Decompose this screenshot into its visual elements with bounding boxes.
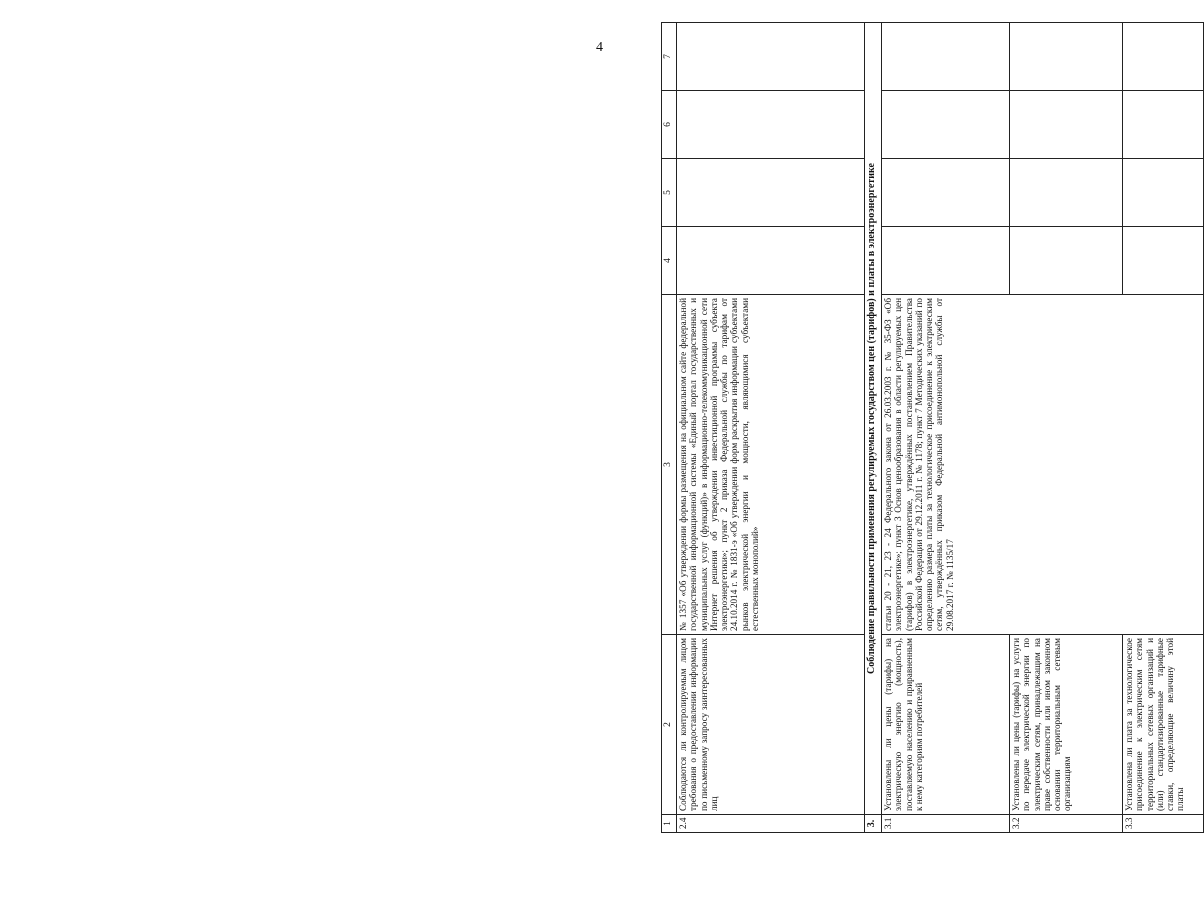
answer-cell-na xyxy=(1122,90,1203,158)
column-number-row xyxy=(661,22,676,832)
row-number: 3.3 xyxy=(1122,814,1203,832)
answer-cell-yes xyxy=(676,226,864,294)
answer-cell-yes xyxy=(881,226,1009,294)
section-number: 3. xyxy=(864,814,881,832)
row-question: Установлены ли цены (тарифы) на услуги по передаче электрической энергии по электрическим сетям, принадлежащим на праве собственности или ином законном основании территориальным сетевым организациям xyxy=(1009,634,1122,814)
answer-cell-na xyxy=(676,90,864,158)
col-number-1: 1 xyxy=(661,814,676,832)
table-row xyxy=(881,22,1009,832)
answer-cell-note xyxy=(881,22,1009,90)
answer-cell-yes xyxy=(1122,226,1203,294)
col-number-6: 6 xyxy=(661,90,676,158)
page-number: 4 xyxy=(596,40,603,55)
row-question: Установлены ли цены (тарифы) на электрическую энергию (мощность), поставляемую населению и приравненным к нему категориям потребителей xyxy=(881,634,1009,814)
answer-cell-na xyxy=(1009,90,1122,158)
answer-cell-no xyxy=(676,158,864,226)
table-row xyxy=(676,22,864,832)
row-number: 2.4 xyxy=(676,814,864,832)
section-row xyxy=(864,22,881,832)
col-number-5: 5 xyxy=(661,158,676,226)
row-question: Соблюдаются ли контролируемым лицом требования о предоставлении информации по письменному запросу заинтересованных лиц xyxy=(676,634,864,814)
answer-cell-note xyxy=(1009,22,1122,90)
answer-cell-no xyxy=(1122,158,1203,226)
row-legal-basis: № 1357 «Об утверждении формы размещения на официальном сайте федеральной государственной информационной системы «Единый портал государственных и муниципальных услуг (функций)» в информационно-телекоммуникационной сети Интернет решения об утверждении инвестиционной программы субъекта электроэнергетики»; пункт 2 приказа Федеральной службы по тарифам от 24.10.2014 г. № 1831-э «Об утверждении форм раскрытия информации субъектами рынков электрической энергии и мощности, являющимися субъектами естественных монополий» xyxy=(676,294,864,634)
row-number: 3.2 xyxy=(1009,814,1122,832)
answer-cell-no xyxy=(1009,158,1122,226)
row-number: 3.1 xyxy=(881,814,1009,832)
answer-cell-yes xyxy=(1009,226,1122,294)
section-title: Соблюдение правильности применения регулируемых государством цен (тарифов) и платы в электроэнергетике xyxy=(864,22,881,814)
col-number-2: 2 xyxy=(661,634,676,814)
answer-cell-note xyxy=(676,22,864,90)
col-number-7: 7 xyxy=(661,22,676,90)
checklist-table xyxy=(661,22,1204,833)
rotated-content xyxy=(583,0,1185,863)
answer-cell-note xyxy=(1122,22,1203,90)
row-legal-basis: статьи 20 - 21, 23 - 24 Федерального закона от 26.03.2003 г. № 35-ФЗ «Об электроэнергетике»; пункт 3 Основ ценообразования в области регулируемых цен (тарифов) в электроэнергетике, утверждённых постановлением Правительства Российской Федерации от 29.12.2011 г. № 1178; пункт 7 Методических указаний по определению размера платы за технологическое присоединение к электрическим сетям, утверждённых приказом Федеральной антимонопольной службы от 29.08.2017 г. № 1135/17 xyxy=(881,294,1203,634)
col-number-4: 4 xyxy=(661,226,676,294)
col-number-3: 3 xyxy=(661,294,676,634)
answer-cell-na xyxy=(881,90,1009,158)
answer-cell-no xyxy=(881,158,1009,226)
row-question: Установлена ли плата за технологическое присоединение к электрическим сетям территориальных сетевых организаций и (или) стандартизированные тарифные ставки, определяющие величину этой платы xyxy=(1122,634,1203,814)
